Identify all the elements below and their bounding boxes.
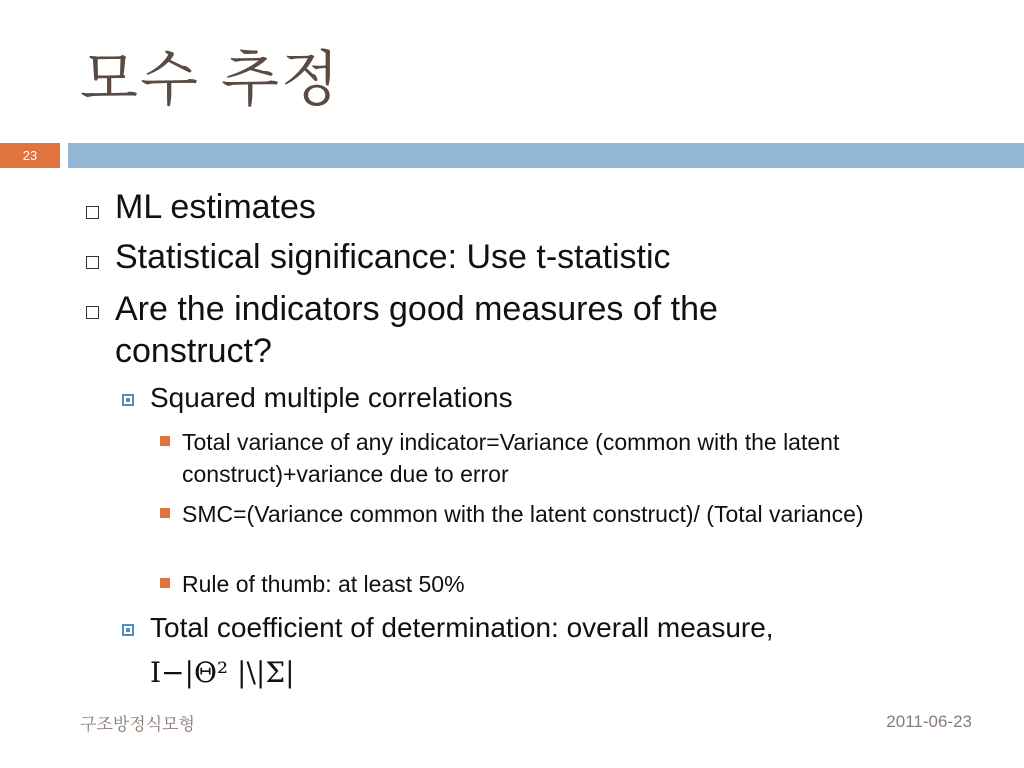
footer-date: 2011-06-23 bbox=[886, 712, 972, 731]
bullet-statistical-significance: Statistical significance: Use t-statistic bbox=[115, 238, 671, 276]
bullet-rule-of-thumb: Rule of thumb: at least 50% bbox=[182, 571, 465, 597]
coefficient-formula: I−|Θ² |\|Ʃ| bbox=[150, 656, 295, 689]
hollow-square-bullet-icon bbox=[86, 306, 99, 319]
hollow-square-bullet-icon bbox=[86, 206, 99, 219]
orange-square-bullet-icon bbox=[160, 508, 170, 518]
blue-square-bullet-icon bbox=[122, 624, 134, 636]
bullet-squared-multiple-correlations: Squared multiple correlations bbox=[150, 382, 513, 413]
slide-number: 23 bbox=[0, 143, 60, 168]
bullet-total-variance: Total variance of any indicator=Variance (common with the latent construct)+variance due to error bbox=[182, 429, 840, 487]
orange-square-bullet-icon bbox=[160, 578, 170, 588]
bullet-ml-estimates: ML estimates bbox=[115, 188, 316, 226]
blue-square-bullet-icon bbox=[122, 394, 134, 406]
title-divider-band bbox=[68, 143, 1024, 168]
slide-title: 모수 추정 bbox=[80, 45, 341, 115]
footer-course-title: 구조방정식모형 bbox=[80, 715, 195, 735]
bullet-smc-definition: SMC=(Variance common with the latent construct)/ (Total variance) bbox=[182, 501, 864, 527]
orange-square-bullet-icon bbox=[160, 436, 170, 446]
bullet-total-coefficient: Total coefficient of determination: overall measure, bbox=[150, 612, 774, 643]
bullet-indicators-question: Are the indicators good measures of the construct? bbox=[115, 290, 718, 370]
hollow-square-bullet-icon bbox=[86, 256, 99, 269]
